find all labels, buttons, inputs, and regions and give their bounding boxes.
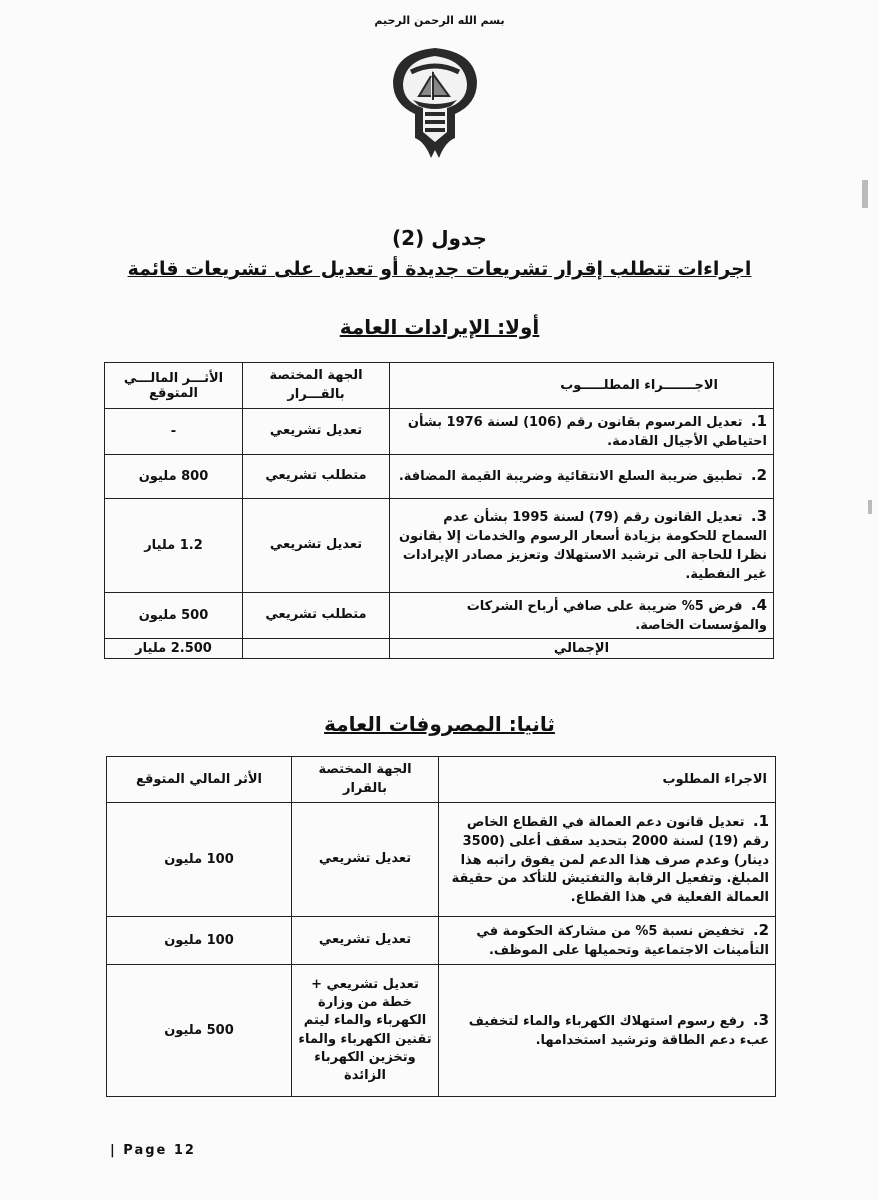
scan-mark [868,500,872,514]
revenues-row-1-action [390,409,774,455]
page-number: | Page 12 [110,1143,196,1158]
revenues-row-4-action [390,592,774,638]
revenues-row-3-impact: 1.2 مليار [105,498,243,592]
expenditures-table [106,756,776,1097]
revenues-total-value: 2.500 مليار [105,638,243,658]
action-text: تطبيق ضريبة السلع الانتقائية وضريبة القيمة المضافة. [398,469,743,485]
expenditures-row-1-authority: تعديل تشريعي [292,803,439,917]
row-number: 2. [750,466,767,485]
revenues-row-4-authority: متطلب تشريعي [243,592,390,638]
expenditures-row-3-authority: تعديل تشريعي + خطة من وزارة الكهرباء والماء ليتم تقنين الكهرباء والماء وتخزين الكهرباء الزائدة [292,965,439,1097]
action-text: فرض 5% ضريبة على صافي أرباح الشركات والمؤسسات الخاصة. [466,598,767,633]
row-number: 3. [750,507,767,525]
table-row [107,917,776,965]
table-number: جدول (2) [392,226,487,250]
total-row [105,638,774,658]
revenues-total-label: الإجمالي [390,638,774,658]
table-row [105,498,774,592]
row-number: 2. [752,921,769,940]
document-title: اجراءات تتطلب إقرار تشريعات جديدة أو تعديل على تشريعات قائمة [127,258,752,280]
scan-mark [862,180,868,208]
action-text: تعديل قانون دعم العمالة في القطاع الخاص رقم (19) لسنة 2000 بتحديد سقف أعلى (3500 دينار) وعدم صرف هذا الدعم لمن يفوق راتبه هذا المبلغ. وتفعيل الرقابة والتفتيش للتأكد من حقيقة العمالة الفعلية في هذا القطاع. [451,814,769,906]
row-number: 1. [750,412,767,430]
revenues-row-2-impact: 800 مليون [105,454,243,498]
expenditures-row-3-impact: 500 مليون [107,965,292,1097]
revenues-row-3-authority: تعديل تشريعي [243,498,390,592]
expenditures-row-2-authority: تعديل تشريعي [292,917,439,965]
table-row [105,454,774,498]
expenditures-header-impact: الأثر المالي المتوقع [107,757,292,803]
action-text: تعديل المرسوم بقانون رقم (106) لسنة 1976 بشأن احتياطي الأجيال القادمة. [407,415,767,449]
expenditures-row-2-action [439,917,776,965]
row-number: 1. [752,811,769,830]
expenditures-header-action: الاجراء المطلوب [439,757,776,803]
row-number: 4. [750,595,767,614]
revenues-header-action: الاجـــــــراء المطلـــــوب [390,363,774,409]
revenues-row-1-impact: - [105,409,243,455]
revenues-header-authority: الجهة المختصة بالقـــرار [243,363,390,409]
revenues-table [104,362,774,659]
revenues-row-3-action [390,498,774,592]
revenues-header-impact: الأثـــر المالـــي المتوقع [105,363,243,409]
revenues-row-2-action [390,454,774,498]
expenditures-header-authority: الجهة المختصة بالقرار [292,757,439,803]
table-row [107,965,776,1097]
action-text: تعديل القانون رقم (79) لسنة 1995 بشأن عدم السماح للحكومة بزيادة أسعار الرسوم والخدمات إلا بقانون نظرا للحاجة الى ترشيد الاستهلاك وتعزيز مصادر الإيرادات غير النفطية. [399,510,767,582]
action-text: تخفيض نسبة 5% من مشاركة الحكومة في التأمينات الاجتماعية وتحميلها على الموظف. [476,924,769,958]
revenues-row-4-impact: 500 مليون [105,592,243,638]
kuwait-emblem-icon [385,42,485,160]
expenditures-row-3-action [439,965,776,1097]
expenditures-row-2-impact: 100 مليون [107,917,292,965]
row-number: 3. [752,1011,769,1030]
expenditures-row-1-action [439,803,776,917]
expenditures-section-title: ثانيا: المصروفات العامة [324,712,555,736]
expenditures-row-1-impact: 100 مليون [107,803,292,917]
revenues-row-2-authority: متطلب تشريعي [243,454,390,498]
revenues-section-title: أولا: الإيرادات العامة [339,315,540,339]
revenues-total-empty [243,638,390,658]
basmala: بسم الله الرحمن الرحيم [374,14,505,27]
revenues-row-1-authority: تعديل تشريعي [243,409,390,455]
table-row [107,803,776,917]
table-row [105,592,774,638]
table-row [105,409,774,455]
action-text: رفع رسوم استهلاك الكهرباء والماء لتخفيف عبء دعم الطاقة وترشيد استخدامها. [468,1014,769,1048]
